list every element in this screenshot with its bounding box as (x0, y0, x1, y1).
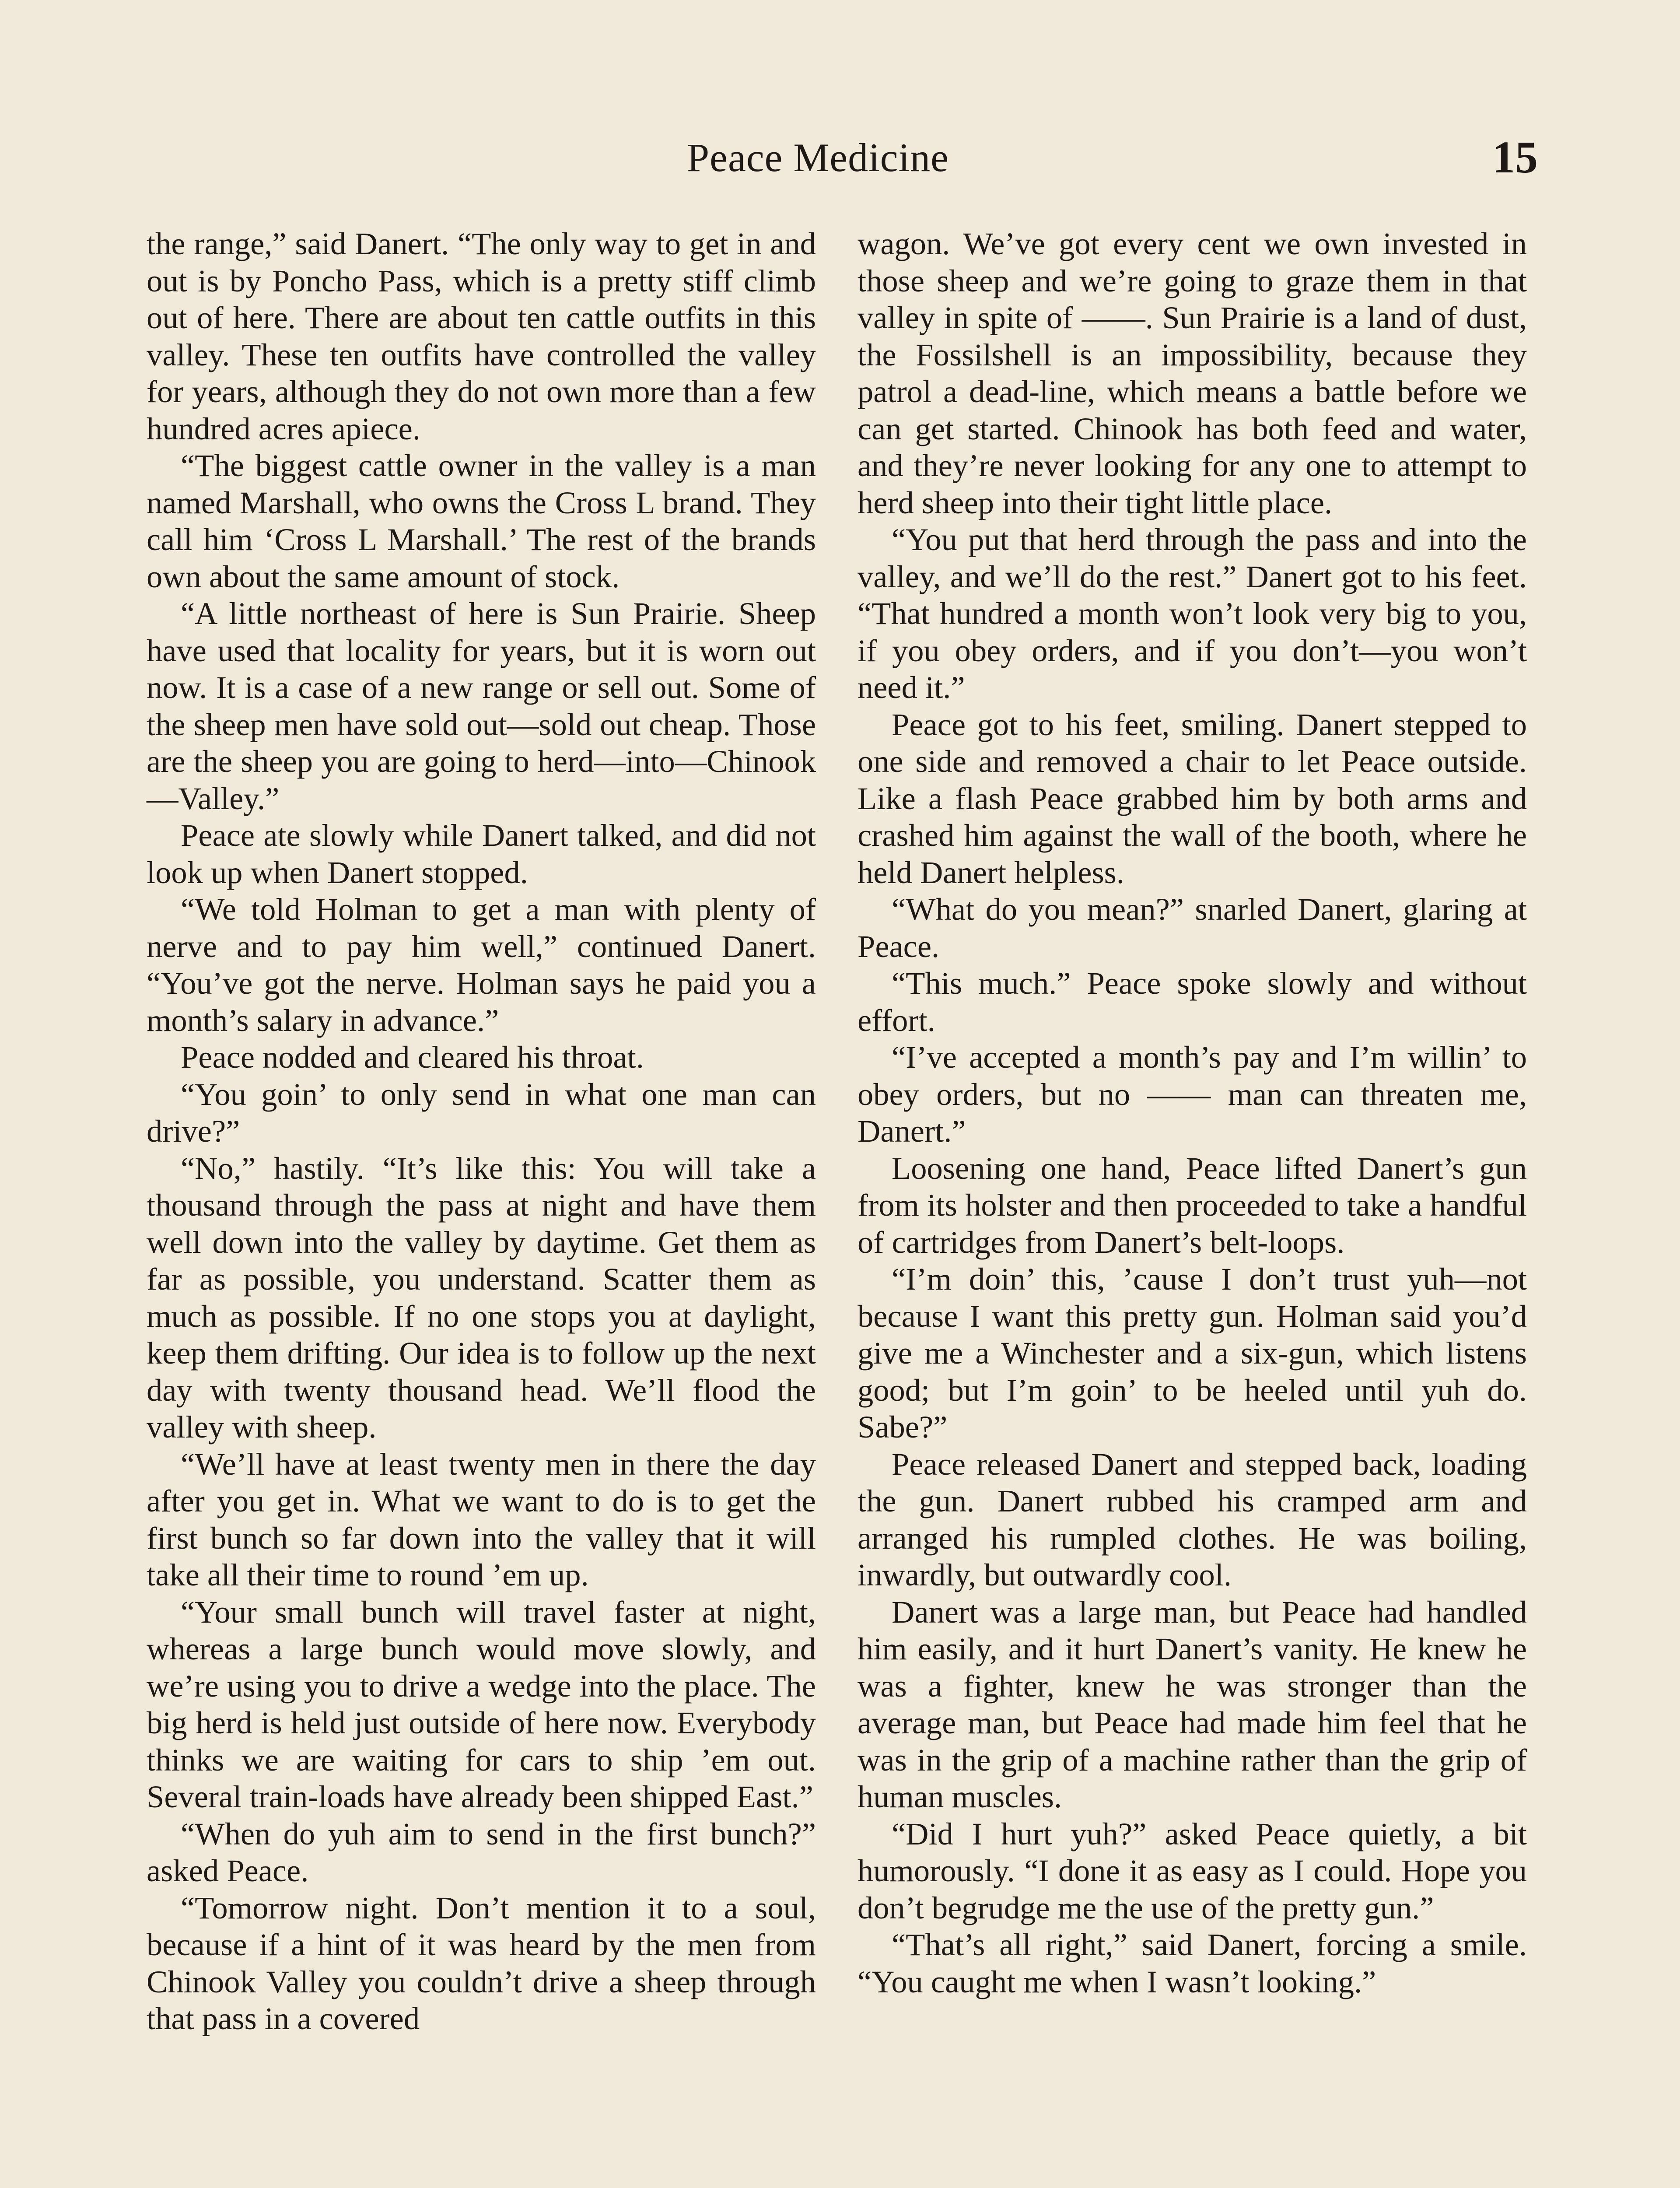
paragraph: “The biggest cattle owner in the valley is a man named Marshall, who owns the Cross L brand. They call him ‘Cross L Marshall.’ The rest of the brands own about the same amount of stock. (147, 448, 816, 594)
paragraph: “We told Holman to get a man with plenty of nerve and to pay him well,” continued Danert. “You’ve got the nerve. Holman says he paid you a month’s salary in advance.” (147, 891, 816, 1038)
paragraph: wagon. We’ve got every cent we own invested in those sheep and we’re going to graze them in that valley in spite of ——. Sun Prairie is a land of dust, the Fossilshell is an impossibility, because they patrol a dead-line, which means a battle before we can get started. Chinook has both feed and water, and they’re never looking for any one to attempt to herd sheep into their tight little place. (858, 226, 1527, 520)
paragraph: Peace released Danert and stepped back, loading the gun. Danert rubbed his cramped arm and arranged his rumpled clothes. He was boiling, inwardly, but outwardly cool. (858, 1446, 1527, 1592)
left-column (147, 225, 816, 2037)
right-column (858, 225, 1527, 2000)
paragraph: “I’m doin’ this, ’cause I don’t trust yuh—not because I want this pretty gun. Holman said you’d give me a Winchester and a six-gun, which listens good; but I’m goin’ to be heeled until yuh do. Sabe?” (858, 1261, 1527, 1445)
paragraph: “I’ve accepted a month’s pay and I’m willin’ to obey orders, but no —— man can threaten me, Danert.” (858, 1039, 1527, 1149)
paragraph: Danert was a large man, but Peace had handled him easily, and it hurt Danert’s vanity. He knew he was a fighter, knew he was stronger than the average man, but Peace had made him feel that he was in the grip of a machine rather than the grip of human muscles. (858, 1594, 1527, 1814)
paragraph: “No,” hastily. “It’s like this: You will take a thousand through the pass at night and have them well down into the valley by daytime. Get them as far as possible, you understand. Scatter them as much as possible. If no one stops you at daylight, keep them drifting. Our idea is to follow up the next day with twenty thousand head. We’ll flood the valley with sheep. (147, 1150, 816, 1445)
paragraph: “Tomorrow night. Don’t mention it to a soul, because if a hint of it was heard by the men from Chinook Valley you couldn’t drive a sheep through that pass in a covered (147, 1890, 816, 2036)
page-number: 15 (1492, 132, 1538, 182)
paragraph: “When do yuh aim to send in the first bunch?” asked Peace. (147, 1816, 816, 1888)
paragraph: Loosening one hand, Peace lifted Danert’s gun from its holster and then proceeded to take a handful of cartridges from Danert’s belt-loops. (858, 1150, 1527, 1260)
paragraph: “You goin’ to only send in what one man can drive?” (147, 1076, 816, 1149)
paragraph: “This much.” Peace spoke slowly and without effort. (858, 965, 1527, 1038)
running-head: Peace Medicine (687, 135, 949, 180)
paragraph: Peace got to his feet, smiling. Danert stepped to one side and removed a chair to let Peace outside. Like a flash Peace grabbed him by both arms and crashed him against the wall of the booth, where he held Danert helpless. (858, 706, 1527, 890)
paragraph: “Your small bunch will travel faster at night, whereas a large bunch would move slowly, and we’re using you to drive a wedge into the place. The big herd is held just outside of here now. Everybody thinks we are waiting for cars to ship ’em out. Several train-loads have already been shipped East.” (147, 1594, 816, 1814)
paragraph: Peace nodded and cleared his throat. (181, 1039, 644, 1075)
paragraph: “Did I hurt yuh?” asked Peace quietly, a bit humorously. “I done it as easy as I could. Hope you don’t begrudge me the use of the pretty gun.” (858, 1816, 1527, 1925)
paragraph: the range,” said Danert. “The only way to get in and out is by Poncho Pass, which is a pretty stiff climb out of here. There are about ten cattle outfits in this valley. These ten outfits have controlled the valley for years, although they do not own more than a few hundred acres apiece. (147, 226, 816, 446)
paragraph: “We’ll have at least twenty men in there the day after you get in. What we want to do is to get the first bunch so far down into the valley that it will take all their time to round ’em up. (147, 1446, 816, 1592)
page-header (0, 131, 1680, 193)
paragraph: “That’s all right,” said Danert, forcing a smile. “You caught me when I wasn’t looking.” (858, 1927, 1527, 1999)
paragraph: Peace ate slowly while Danert talked, and did not look up when Danert stopped. (147, 817, 816, 890)
paragraph: “You put that herd through the pass and into the valley, and we’ll do the rest.” Danert got to his feet. “That hundred a month won’t look very big to you, if you obey orders, and if you don’t—you won’t need it.” (858, 522, 1527, 705)
paragraph: “What do you mean?” snarled Danert, glaring at Peace. (858, 891, 1527, 964)
paragraph: “A little northeast of here is Sun Prairie. Sheep have used that locality for years, but it is worn out now. It is a case of a new range or sell out. Some of the sheep men have sold out—sold out cheap. Those are the sheep you are going to herd—into—Chinook—Valley.” (147, 596, 816, 816)
